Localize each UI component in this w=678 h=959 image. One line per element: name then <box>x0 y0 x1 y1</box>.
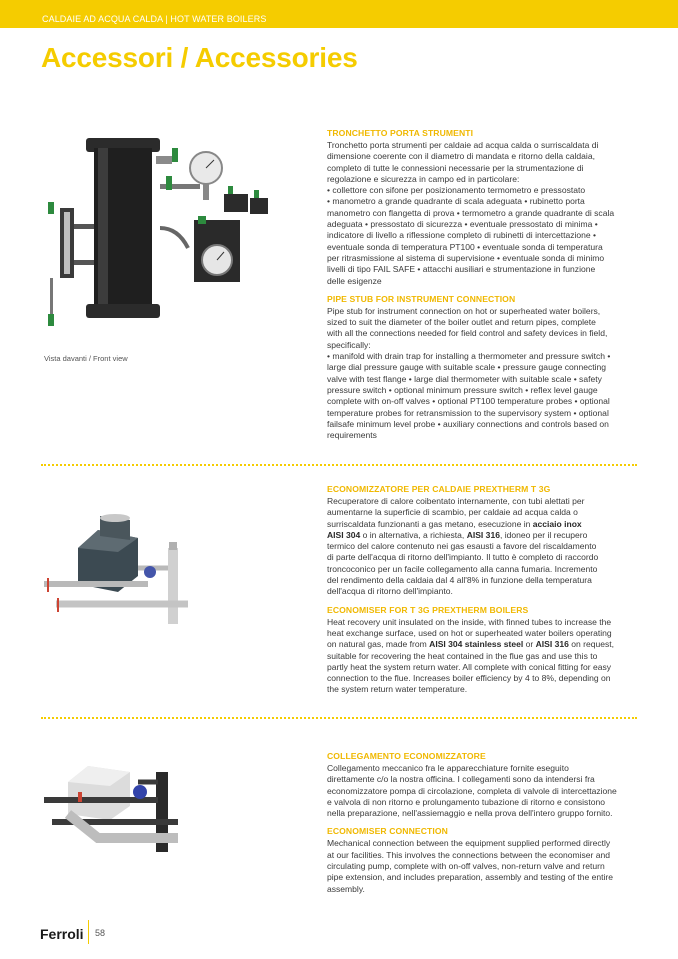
section-title-it: TRONCHETTO PORTA STRUMENTI <box>327 128 474 138</box>
text-line: circulating pump, complete with on-off valves, non-return valve and return <box>327 861 605 872</box>
text-line: temperature probes for retransmission to the supervisory system • optional <box>327 407 609 418</box>
text-line: suitable for recovering the heat contained in the flue gas and use this to <box>327 650 598 661</box>
section-title-it: ECONOMIZZATORE PER CALDAIE PREXTHERM T 3G <box>327 484 551 494</box>
text-line: termico del calore contenuto nei gas esausti a favore del riscaldamento <box>327 541 597 552</box>
text-line: Collegamento meccanico fra le apparecchiature fornite eseguito <box>327 763 569 773</box>
page-number: 58 <box>95 928 106 938</box>
svg-text:Ferroli: Ferroli <box>40 926 84 942</box>
text-line: adeguata • pressostato di sicurezza • eventuale pressostato di minima • <box>327 219 598 230</box>
section-divider <box>41 464 637 466</box>
text-line: valve with test flange • large dial thermometer with suitable scale • safety <box>327 373 602 384</box>
section-text-en <box>327 617 635 696</box>
text-line: direttamente c/o la nostra officina. I collegamenti sono da intendersi fra <box>327 774 595 785</box>
section-title-it: COLLEGAMENTO ECONOMIZZATORE <box>327 751 486 761</box>
text-line: complete with on-off valves • optional PT100 temperature probes • optional <box>327 396 610 407</box>
section-title-en: PIPE STUB FOR INSTRUMENT CONNECTION <box>327 293 516 304</box>
text-line: • manometro a grande quadrante di scala adeguata • rubinetto porta <box>327 196 585 207</box>
text-line: sized to suit the diameter of the boiler outlet and return pipes, complete <box>327 317 596 328</box>
text-line: at our facilities. This involves the connections between the economiser and <box>327 849 610 860</box>
text-line: failsafe minimum level probe • auxiliary connections and controls based on <box>327 418 609 429</box>
text-line: del rendimento della caldaia dal 4 all'8% in funzione della temperatura <box>327 575 592 586</box>
text-line: nella preparazione, nell'assiemaggio e nella prova dell'intero gruppo fornito. <box>327 808 613 819</box>
text-line: connection to the flue. Increases boiler efficiency by 4 to 8%, depending on <box>327 673 611 684</box>
section-economiser <box>327 484 635 696</box>
text-line: the system return water temperature. <box>327 684 468 695</box>
text-line: pipe extension, and includes preparation, assembly and testing of the entire <box>327 872 614 883</box>
pipe-stub-illustration <box>38 128 288 350</box>
footer-rule <box>88 920 89 944</box>
text-line: surriscaldata funzionanti a gas metano, esecuzione in acciaio inox <box>327 518 582 529</box>
text-line: eventuale sonda di temperatura PT100 • eventuale sonda di temperatura <box>327 241 603 252</box>
text-line: indicatore di livello a riflessione completo di rubinetti di intercettazione • <box>327 230 597 241</box>
text-line: • manifold with drain trap for installing a thermometer and pressure switch • <box>327 351 611 362</box>
section-text-en <box>327 306 635 442</box>
text-line: Pipe stub for instrument connection on hot or superheated water boilers, <box>327 305 601 316</box>
section-divider <box>41 717 637 719</box>
top-bar <box>0 0 678 28</box>
text-line: specifically: <box>327 339 371 350</box>
text-line: Heat recovery unit insulated on the inside, with finned tubes to increase the <box>327 616 612 627</box>
ferroli-logo <box>40 925 84 943</box>
section-economiser-connection <box>327 751 635 895</box>
economiser-illustration <box>38 508 208 628</box>
text-line: troncoconico per un facile collegamento alla canna fumaria. Incremento <box>327 563 598 574</box>
section-title-en: ECONOMISER CONNECTION <box>327 826 448 837</box>
text-line: per ritrasmissione al sistema di supervisione • eventuale sonda di minimo <box>327 252 605 263</box>
text-line: dell'acqua di ritorno dell'impianto. <box>327 586 453 597</box>
section-text-it <box>327 140 635 287</box>
text-line: on natural gas, made from AISI 304 stainless steel or AISI 316 on request, <box>327 639 614 650</box>
text-line: with all the connections needed for field control and safety devices in field, <box>327 328 608 339</box>
section-title-en: ECONOMISER FOR T 3G PREXTHERM BOILERS <box>327 604 529 615</box>
economiser-connection-illustration <box>38 752 208 862</box>
section-text-it <box>327 496 635 598</box>
text-line: requirements <box>327 430 377 441</box>
text-line: Recuperatore di calore coibentato internamente, con tubi alettati per <box>327 496 585 506</box>
text-line: partly heat the system return water. All complete with conical fitting for easy <box>327 661 612 672</box>
section-pipe-stub <box>327 128 635 441</box>
text-line: dimensione coerente con il diametro di mandata e ritorno della caldaia, <box>327 151 595 162</box>
text-line: economizzatore pompa di circolazione, completa di valvole di intercettazione <box>327 785 617 796</box>
text-line: di parte dell'acqua di ritorno dell'impianto. Il tutto è completo di raccordo <box>327 552 599 563</box>
text-line: AISI 304 o in alternativa, a richiesta, AISI 316, idoneo per il recupero <box>327 529 588 540</box>
text-line: delle esigenze <box>327 275 382 286</box>
text-line: pressure switch • optional minimum pressure switch • reflex level gauge <box>327 384 598 395</box>
text-line: e valvola di non ritorno e prolungamento tubazione di ritorno e consistono <box>327 796 605 807</box>
section-text-it <box>327 763 635 819</box>
text-line: aumentarne la superficie di scambio, per caldaie ad acqua calda o <box>327 507 578 518</box>
breadcrumb: CALDAIE AD ACQUA CALDA | HOT WATER BOILERS <box>42 14 267 24</box>
figure-caption: Vista davanti / Front view <box>44 354 128 363</box>
page-title: Accessori / Accessories <box>41 42 358 73</box>
text-line: livelli di tipo FAIL SAFE • attacchi ausiliari e strumentazione in funzione <box>327 264 596 275</box>
text-line: heat exchange surface, used on hot or superheated water boilers operating <box>327 627 612 638</box>
text-line: manometro con flangetta di prova • termometro a grande quadrante di scala <box>327 207 615 218</box>
text-line: • collettore con sifone per posizionamento termometro e pressostato <box>327 185 586 196</box>
text-line: completo di tutte le connessioni necessarie per la strumentazione di <box>327 162 584 173</box>
text-line: assembly. <box>327 883 365 894</box>
text-line: Mechanical connection between the equipment supplied performed directly <box>327 838 611 849</box>
section-text-en <box>327 838 635 894</box>
text-line: Tronchetto porta strumenti per caldaie ad acqua calda o surriscaldata di <box>327 140 599 150</box>
text-line: regolazione e sicurezza in campo ed in particolare: <box>327 173 520 184</box>
text-line: large dial pressure gauge with suitable scale • pressure gauge connecting <box>327 362 607 373</box>
